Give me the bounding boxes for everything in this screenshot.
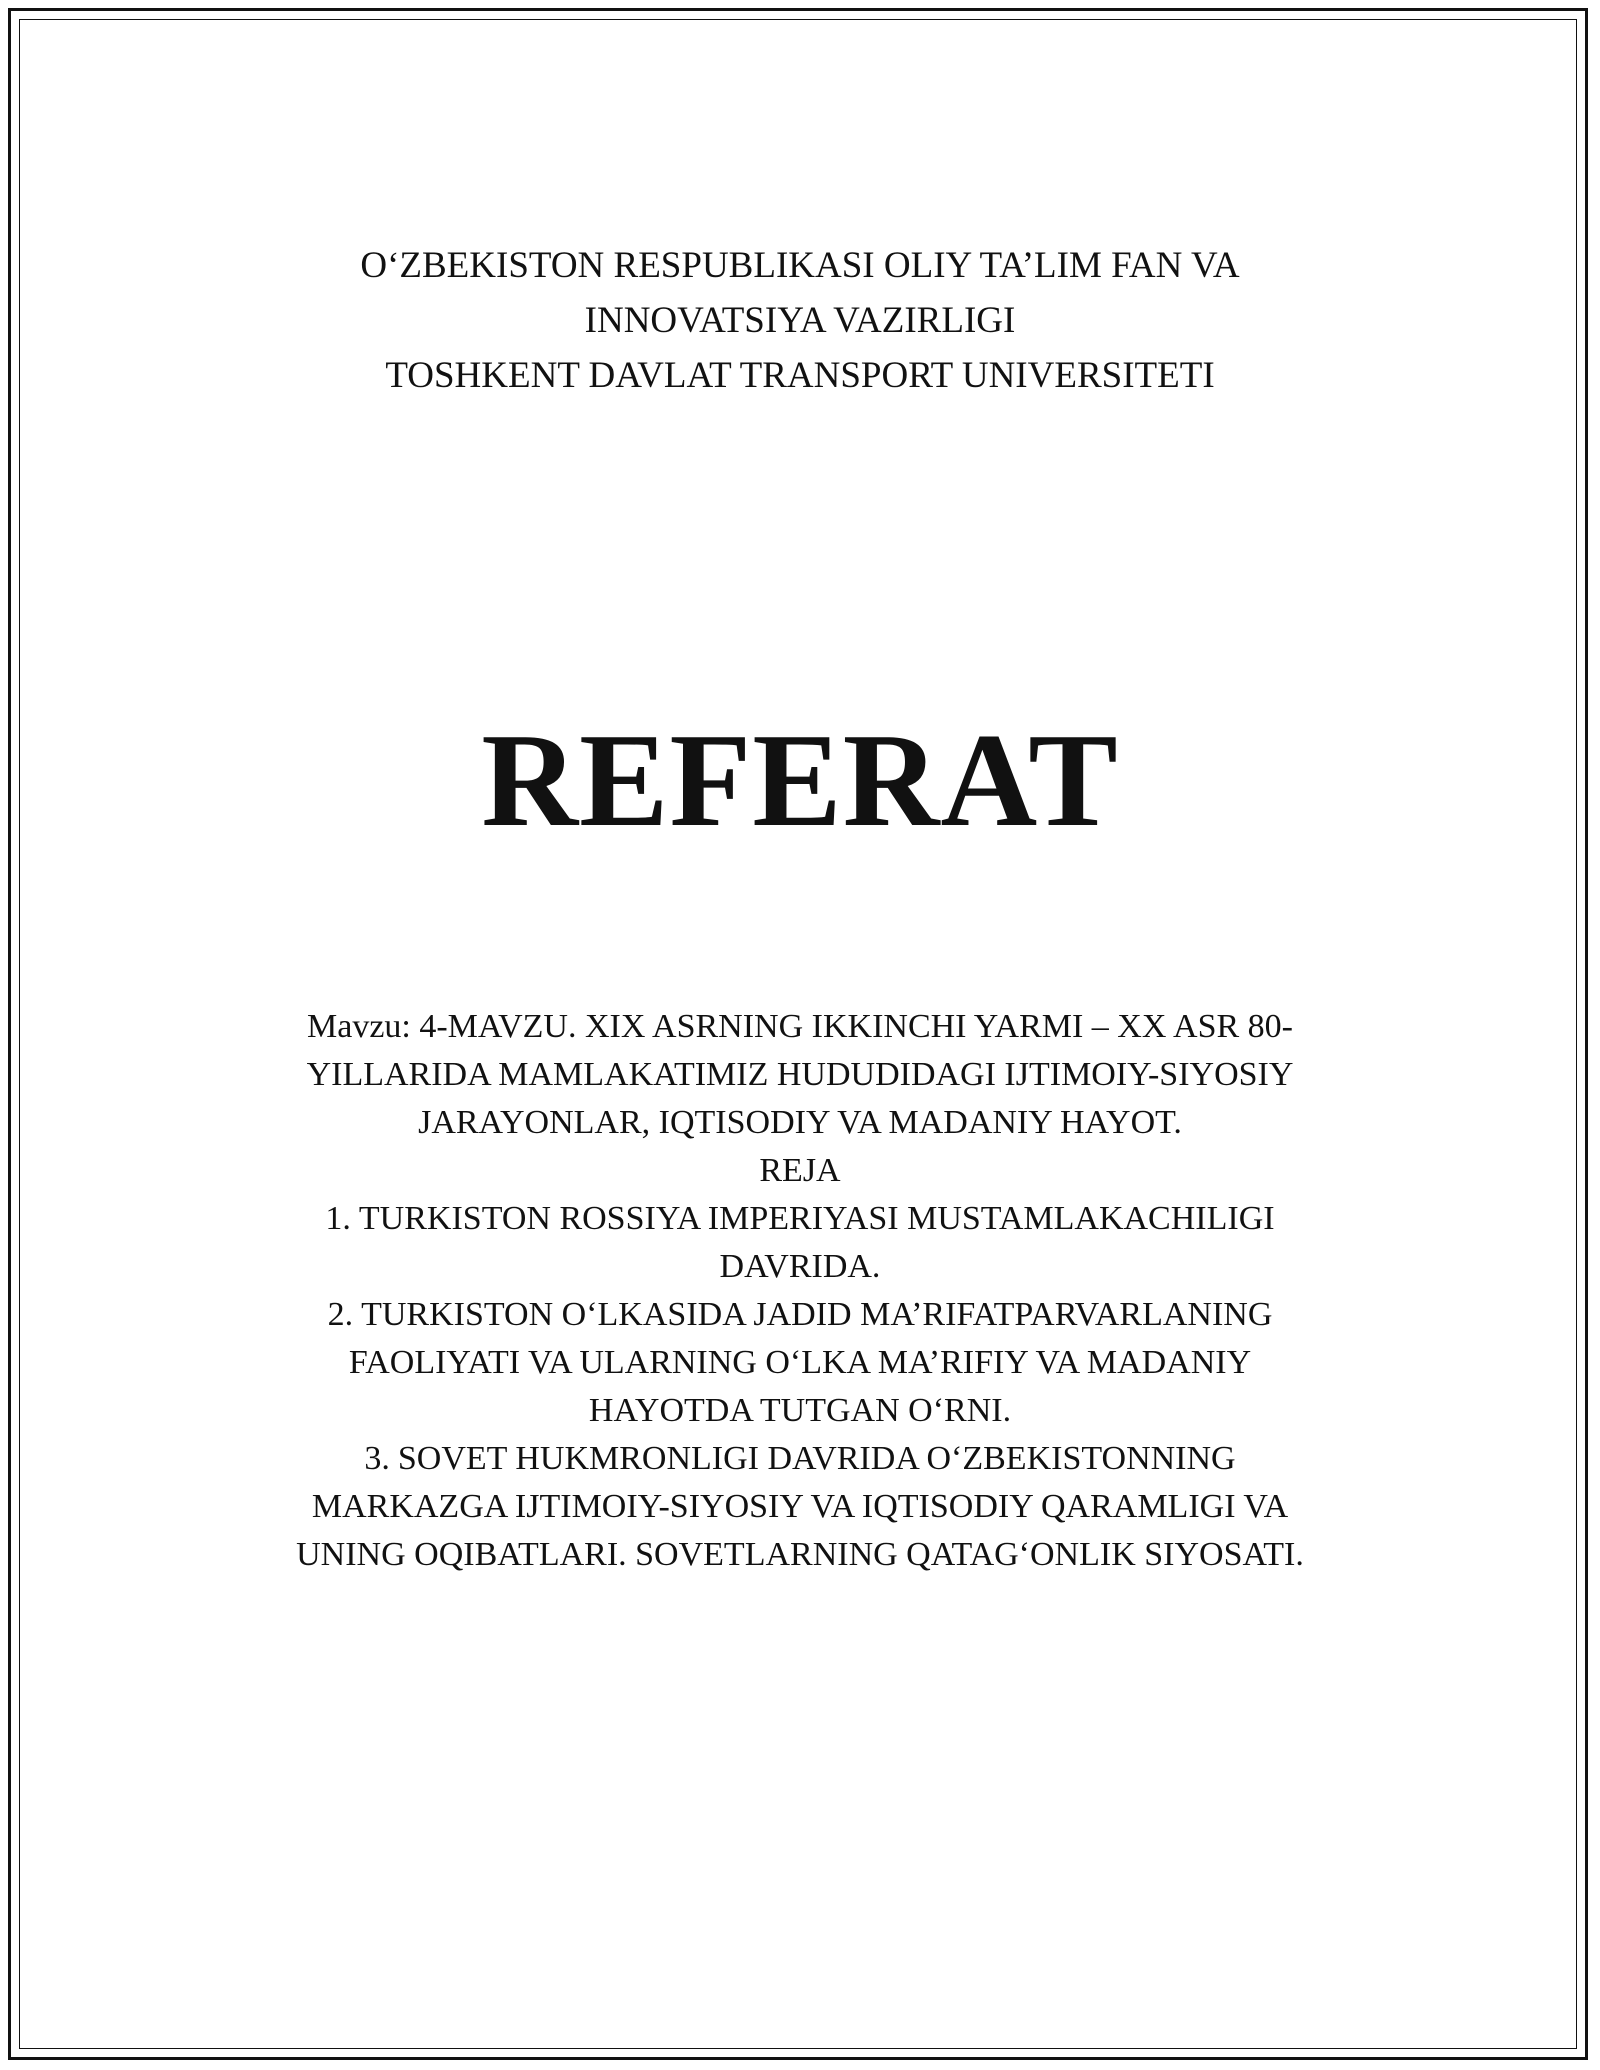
plan-item-number: 2.	[327, 1296, 354, 1333]
header-line-university: TOSHKENT DAVLAT TRANSPORT UNIVERSITETI	[385, 355, 1215, 396]
institution-header	[0, 238, 1600, 403]
topic-line-2: YILLARIDA MAMLAKATIMIZ HUDUDIDAGI IJTIMOIY-SIYOSIY	[306, 1056, 1294, 1093]
plan-item-number: 3.	[364, 1440, 390, 1477]
topic-line-3: JARAYONLAR, IQTISODIY VA MADANIY HAYOT.	[418, 1104, 1182, 1141]
plan-item-2-cont: HAYOTDA TUTGAN O‘RNI.	[588, 1392, 1012, 1429]
plan-item-3	[240, 1435, 1360, 1483]
plan-item-text: TURKISTON O‘LKASIDA JADID MA’RIFATPARVARLANING	[361, 1296, 1273, 1333]
plan-item-number: 1.	[325, 1200, 351, 1237]
header-line-ministry: O‘ZBEKISTON RESPUBLIKASI OLIY TA’LIM FAN VA	[360, 245, 1240, 286]
header-line-ministry-cont: INNOVATSIYA VAZIRLIGI	[584, 300, 1016, 341]
topic-line-1: Mavzu: 4-MAVZU. XIX ASRNING IKKINCHI YARMI – XX ASR 80-	[307, 1008, 1293, 1045]
document-title: REFERAT	[481, 706, 1119, 854]
plan-item-3-cont: MARKAZGA IJTIMOIY-SIYOSIY VA IQTISODIY QARAMLIGI VA	[311, 1488, 1289, 1525]
plan-item-3-cont: UNING OQIBATLARI. SOVETLARNING QATAG‘ONLIK SIYOSATI.	[296, 1536, 1304, 1573]
plan-item-text: TURKISTON ROSSIYA IMPERIYASI MUSTAMLAKACHILIGI	[358, 1200, 1275, 1237]
plan-item-2	[240, 1291, 1360, 1339]
plan-item-1-cont: DAVRIDA.	[719, 1248, 881, 1285]
topic-and-plan	[240, 1003, 1360, 1579]
plan-item-2-cont: FAOLIYATI VA ULARNING O‘LKA MA’RIFIY VA MADANIY	[348, 1344, 1252, 1381]
plan-item-text: SOVET HUKMRONLIGI DAVRIDA O‘ZBEKISTONNING	[397, 1440, 1236, 1477]
plan-heading: REJA	[759, 1152, 841, 1189]
plan-item-1	[240, 1195, 1360, 1243]
